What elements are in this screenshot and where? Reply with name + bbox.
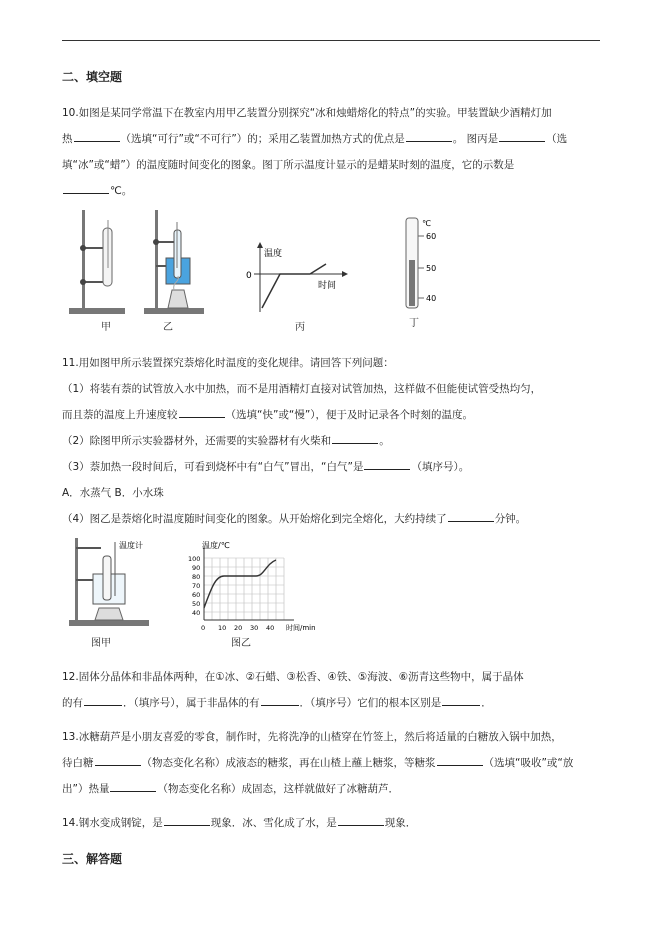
y-tick: 60 — [192, 591, 201, 599]
blank[interactable] — [110, 779, 156, 792]
q11-line-2: （1）将装有萘的试管放入水中加热，而不是用酒精灯直接对试管加热，这样做不但能使试管受热均匀， — [62, 383, 542, 395]
question-14 — [62, 810, 602, 836]
blank[interactable] — [95, 753, 141, 766]
section-2-title: 二、填空题 — [62, 70, 123, 84]
q10-fig-label-ding: 丁 — [409, 318, 419, 329]
x-tick: 40 — [266, 624, 275, 632]
q10-line-2: 热 （选填“可行”或“不可行”）的；采用乙装置加热方式的优点是 。 图丙是 （选 — [62, 126, 602, 152]
q11-thermometer-label: 温度计 — [119, 541, 143, 550]
thermo-tick: 40 — [426, 294, 437, 303]
q10-figure-jia — [65, 208, 130, 316]
q10-graph-bing — [240, 238, 350, 320]
x-tick: 20 — [234, 624, 243, 632]
q10-line-3: 填“冰”或“蜡”）的温度随时间变化的图象。图丁所示温度计显示的是蜡某时刻的温度，它的示数是 — [62, 159, 515, 171]
q13-line-3: 出”）热量 （物态变化名称）成固态，这样就做好了冰糖葫芦． — [62, 776, 602, 802]
q11-graph-yi — [182, 538, 332, 634]
q11-graph-xlabel: 时间/min — [286, 624, 316, 632]
header-rule — [62, 40, 600, 41]
x-tick: 0 — [201, 624, 206, 632]
q10-figure-yi — [140, 208, 210, 316]
q11-line-7: （4）图乙是萘熔化时温度随时间变化的图象。从开始熔化到完全熔化，大约持续了 分钟。 — [62, 506, 602, 532]
q10-line-4: ℃。 — [62, 178, 602, 204]
thermo-unit: ℃ — [422, 219, 431, 228]
q11-line-3: 而且萘的温度上升速度较 （选填“快”或“慢”），便于及时记录各个时刻的温度。 — [62, 402, 602, 428]
q11-graph-ylabel: 温度/℃ — [202, 541, 230, 550]
q10-fig-label-yi: 乙 — [163, 322, 173, 333]
y-tick: 80 — [192, 573, 201, 581]
q10-thermometer-ding — [398, 216, 446, 312]
q11-figure-jia — [65, 534, 155, 630]
blank[interactable] — [442, 693, 480, 706]
question-12 — [62, 664, 602, 716]
graph-ylabel: 温度 — [264, 249, 283, 259]
x-tick: 10 — [218, 624, 227, 632]
q12-line-1: 12.固体分晶体和非晶体两种，在①冰、②石蜡、③松香、④铁、⑤海波、⑥沥青这些物中，属于晶体 — [62, 671, 524, 683]
q11-line-1: 11.用如图甲所示装置探究萘熔化时温度的变化规律。请回答下列问题： — [62, 357, 394, 369]
q11-line-4: （2）除图甲所示实验器材外，还需要的实验器材有火柴和 。 — [62, 428, 602, 454]
blank[interactable] — [261, 693, 299, 706]
blank[interactable] — [164, 813, 210, 826]
question-10 — [62, 100, 602, 204]
blank[interactable] — [364, 457, 410, 470]
blank[interactable] — [499, 129, 545, 142]
blank[interactable] — [84, 693, 122, 706]
section-3-title: 三、解答题 — [62, 852, 123, 866]
blank[interactable] — [437, 753, 483, 766]
question-11 — [62, 350, 602, 532]
thermo-tick: 60 — [426, 232, 437, 241]
blank[interactable] — [74, 129, 120, 142]
q10-fig-label-jia: 甲 — [101, 322, 111, 333]
thermo-tick: 50 — [426, 264, 437, 273]
q10-line-1: 10.如图是某同学常温下在教室内用甲乙装置分别探究“冰和烛蜡熔化的特点”的实验。甲装置缺少酒精灯加 — [62, 107, 552, 119]
q11-line-5: （3）萘加热一段时间后，可看到烧杯中有“白气”冒出，“白气”是 （填序号）。 — [62, 454, 602, 480]
blank[interactable] — [179, 405, 225, 418]
q11-line-6: A．水蒸气 B．小水珠 — [62, 487, 164, 499]
q10-fig-label-bing: 丙 — [295, 322, 305, 333]
blank[interactable] — [406, 129, 452, 142]
graph-origin: 0 — [246, 271, 252, 281]
y-tick: 90 — [192, 564, 201, 572]
q13-line-2: 待白糖 （物态变化名称）成液态的糖浆，再在山楂上蘸上糖浆，等糖浆 （选填“吸收”或“放 — [62, 750, 602, 776]
question-13 — [62, 724, 602, 802]
q14-line-1: 14.钢水变成钢锭，是 现象．冰、雪化成了水，是 现象． — [62, 810, 602, 836]
y-tick: 50 — [192, 600, 201, 608]
q12-line-2: 的有 ．（填序号），属于非晶体的有 ．（填序号）它们的根本区别是 ． — [62, 690, 602, 716]
blank[interactable] — [338, 813, 384, 826]
y-tick: 40 — [192, 609, 201, 617]
graph-xlabel: 时间 — [318, 281, 337, 291]
blank[interactable] — [448, 509, 494, 522]
x-tick: 30 — [250, 624, 259, 632]
q11-fig-label-yi: 图乙 — [231, 638, 251, 649]
q13-line-1: 13.冰糖葫芦是小朋友喜爱的零食，制作时，先将洗净的山楂穿在竹签上，然后将适量的白糖放入锅中加热， — [62, 731, 562, 743]
blank[interactable] — [332, 431, 378, 444]
y-tick: 100 — [188, 555, 201, 563]
blank[interactable] — [63, 181, 109, 194]
y-tick: 70 — [192, 582, 201, 590]
q11-fig-label-jia: 图甲 — [91, 638, 111, 649]
